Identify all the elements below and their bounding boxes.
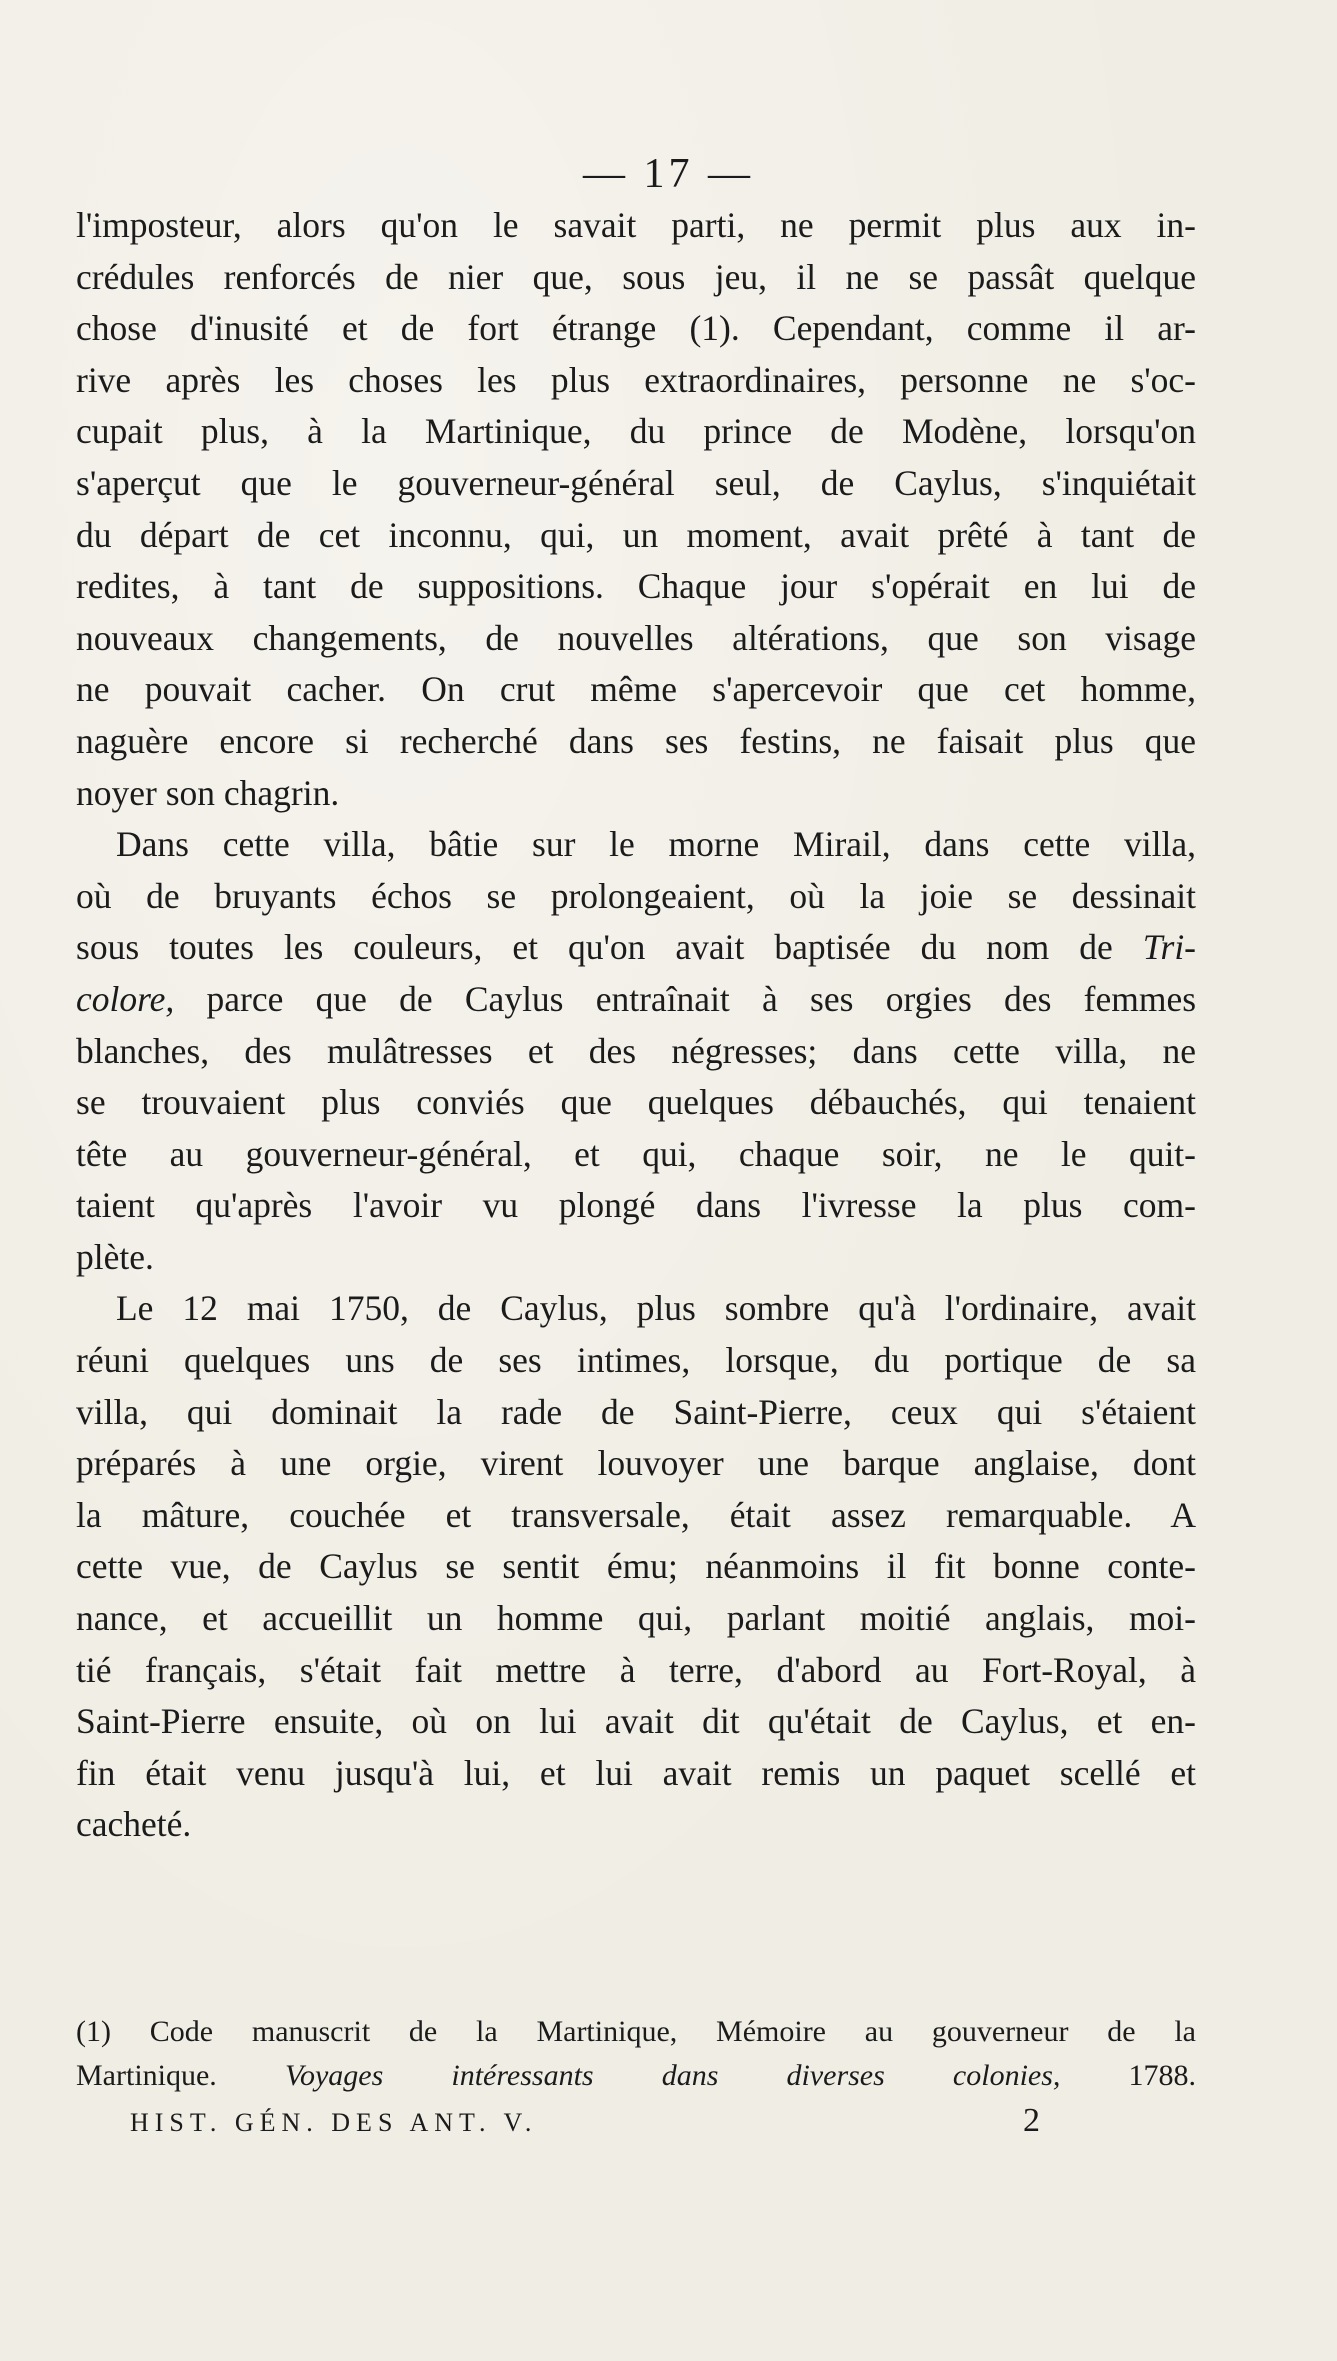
- text-line: rive après les choses les plus extraordinaires, personne ne s'oc-: [76, 359, 1196, 400]
- footnote-year: 1788.: [1128, 2059, 1197, 2092]
- footnote-title: Voyages intéressants dans diverses colonies,: [284, 2059, 1061, 2092]
- text-line: taient qu'après l'avoir vu plongé dans l'ivresse la plus com-: [76, 1185, 1196, 1226]
- footnote-text: Martinique.: [76, 2059, 217, 2092]
- footnote-line: [76, 2054, 1196, 2098]
- text-line: où de bruyants échos se prolongeaient, où la joie se dessinait: [76, 875, 1196, 916]
- text-line: tête au gouverneur-général, et qui, chaque soir, ne le quit-: [76, 1133, 1196, 1174]
- text-line: nouveaux changements, de nouvelles altérations, que son visage: [76, 617, 1196, 658]
- text-line: préparés à une orgie, virent louvoyer une barque anglaise, dont: [76, 1443, 1196, 1484]
- text-line: redites, à tant de suppositions. Chaque jour s'opérait en lui de: [76, 566, 1196, 607]
- text-line: ne pouvait cacher. On crut même s'apercevoir que cet homme,: [76, 669, 1196, 710]
- text-line: Saint-Pierre ensuite, où on lui avait dit qu'était de Caylus, et en-: [76, 1701, 1196, 1742]
- text-line: se trouvaient plus conviés que quelques débauchés, qui tenaient: [76, 1082, 1196, 1123]
- text-line: cupait plus, à la Martinique, du prince de Modène, lorsqu'on: [76, 411, 1196, 452]
- text-line: plète.: [76, 1236, 154, 1277]
- text-line: [76, 974, 1196, 1026]
- text-line: [76, 922, 1196, 974]
- text-run: parce que de Caylus entraînait à ses orgies des femmes: [206, 978, 1197, 1019]
- text-line: la mâture, couchée et transversale, était assez remarquable. A: [76, 1494, 1196, 1535]
- text-line: Dans cette villa, bâtie sur le morne Mirail, dans cette villa,: [116, 824, 1196, 865]
- text-line: naguère encore si recherché dans ses festins, ne faisait plus que: [76, 720, 1196, 761]
- text-line: nance, et accueillit un homme qui, parlant moitié anglais, moi-: [76, 1598, 1196, 1639]
- text-line: chose d'inusité et de fort étrange (1). Cependant, comme il ar-: [76, 308, 1196, 349]
- text-line: blanches, des mulâtresses et des négresses; dans cette villa, ne: [76, 1030, 1196, 1071]
- signature-number: 2: [1023, 2102, 1040, 2139]
- text-line: crédules renforcés de nier que, sous jeu, il ne se passât quelque: [76, 256, 1196, 297]
- text-line: fin était venu jusqu'à lui, et lui avait remis un paquet scellé et: [76, 1752, 1196, 1793]
- text-line: tié français, s'était fait mettre à terre, d'abord au Fort-Royal, à: [76, 1649, 1196, 1690]
- text-line: cette vue, de Caylus se sentit ému; néanmoins il fit bonne conte-: [76, 1546, 1196, 1587]
- text-line: Le 12 mai 1750, de Caylus, plus sombre qu'à l'ordinaire, avait: [116, 1288, 1196, 1329]
- signature-mark: [130, 2102, 1040, 2139]
- italic-word: Tri-: [1142, 927, 1197, 968]
- text-line: villa, qui dominait la rade de Saint-Pierre, ceux qui s'étaient: [76, 1391, 1196, 1432]
- body-text: [76, 200, 1196, 1851]
- footnote-line: (1) Code manuscrit de la Martinique, Mémoire au gouverneur de la: [76, 2015, 1196, 2048]
- text-line: s'aperçut que le gouverneur-général seul, de Caylus, s'inquiétait: [76, 462, 1196, 503]
- text-line: noyer son chagrin.: [76, 772, 340, 813]
- text-line: l'imposteur, alors qu'on le savait parti, ne permit plus aux in-: [76, 205, 1196, 245]
- text-run: sous toutes les couleurs, et qu'on avait baptisée du nom de: [76, 927, 1113, 968]
- text-line: du départ de cet inconnu, qui, un moment, avait prêté à tant de: [76, 514, 1196, 555]
- signature-text: HIST. GÉN. DES ANT. V.: [130, 2108, 538, 2137]
- text-line: réuni quelques uns de ses intimes, lorsque, du portique de sa: [76, 1340, 1196, 1381]
- footnote: [76, 2010, 1196, 2098]
- italic-word: colore,: [76, 978, 175, 1019]
- page-number: — 17 —: [583, 151, 754, 197]
- text-line: cacheté.: [76, 1804, 192, 1845]
